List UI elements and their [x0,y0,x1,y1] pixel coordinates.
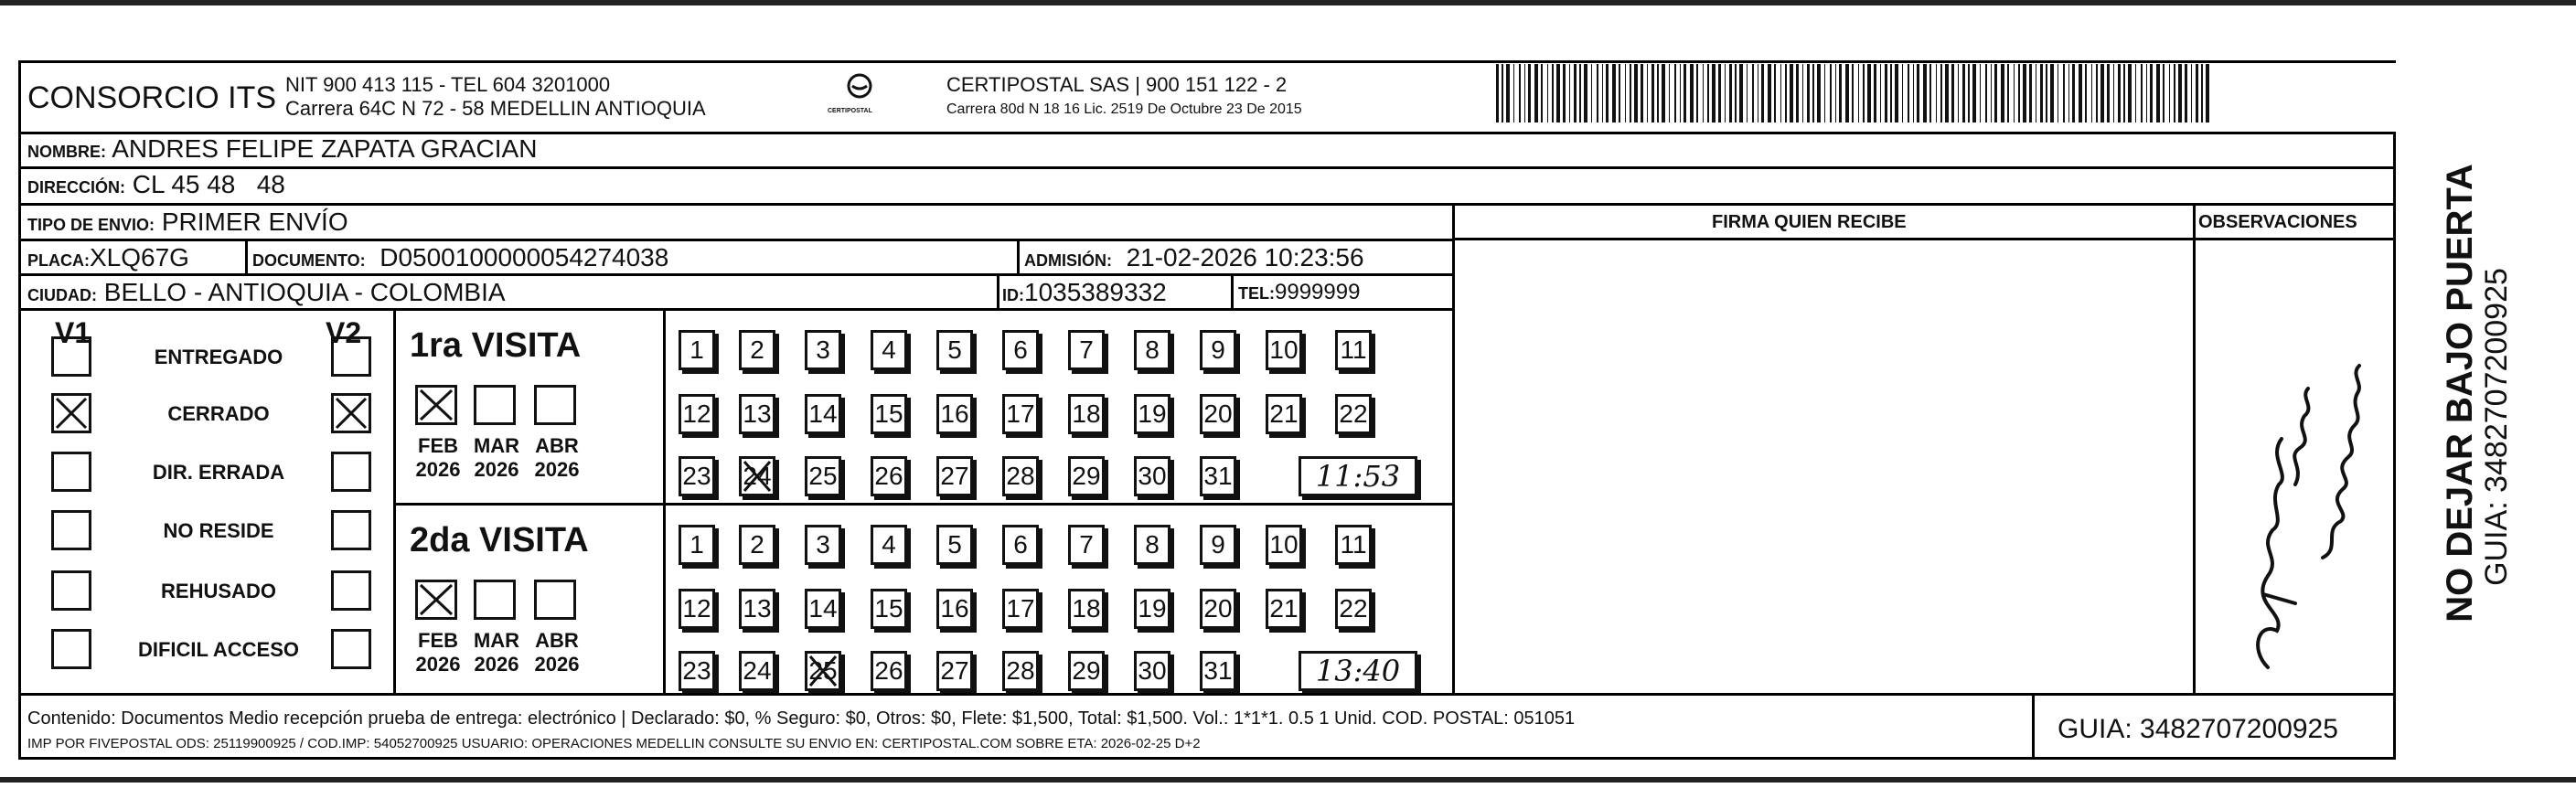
day-box[interactable]: 13 [739,394,775,434]
placa-value: XLQ67G [90,243,189,272]
visit-title: 1ra VISITA [410,326,582,365]
status-label: NO RESIDE [163,519,274,542]
day-box[interactable]: 19 [1134,589,1170,629]
month-checkbox[interactable] [534,580,576,620]
day-box[interactable]: 15 [871,394,907,434]
admision-value: 21-02-2026 10:23:56 [1126,243,1364,272]
month-label: ABR [535,629,579,652]
day-box[interactable]: 16 [936,394,973,434]
v1-checkbox[interactable] [51,393,91,433]
day-box[interactable]: 14 [805,394,841,434]
day-box[interactable]: 30 [1134,651,1170,691]
id-value: 1035389332 [1024,278,1167,306]
day-box[interactable]: 27 [936,456,973,496]
day-box[interactable]: 26 [871,456,907,496]
day-box[interactable]: 29 [1068,651,1105,691]
day-box[interactable]: 6 [1002,525,1039,565]
month-label: MAR [473,629,520,652]
day-box[interactable]: 25 [805,651,841,691]
day-box[interactable]: 10 [1266,330,1302,370]
day-box[interactable]: 29 [1068,456,1105,496]
status-label: DIFICIL ACCESO [137,638,299,661]
documento-row: DOCUMENTO: D0500100000054274038 [252,243,669,272]
day-box[interactable]: 20 [1200,394,1236,434]
day-box[interactable]: 15 [871,589,907,629]
v2-label: V2 [326,316,362,349]
day-box[interactable]: 4 [871,330,907,370]
day-box[interactable]: 3 [805,525,841,565]
tel-row: TEL:9999999 [1238,280,1361,304]
footer-guia: GUIA: 3482707200925 [2058,714,2338,744]
day-box[interactable]: 2 [739,525,775,565]
v2-checkbox[interactable] [331,393,371,433]
month-label: FEB [418,629,458,652]
tel-value: 9999999 [1275,280,1361,304]
visit-time[interactable]: 13:40 [1299,651,1417,691]
day-box[interactable]: 8 [1134,525,1170,565]
day-box[interactable]: 4 [871,525,907,565]
footer-imp: IMP POR FIVEPOSTAL ODS: 25119900925 / COD.IMP: 54052700925 USUARIO: OPERACIONES MEDELLIN CONSULTE SU ENVIO EN: CERTIPOSTAL.COM SOBRE ETA: 2026-02-25 D+2 [27,736,1201,751]
v1-checkbox[interactable] [51,452,91,492]
status-label: REHUSADO [161,580,276,602]
day-box[interactable]: 27 [936,651,973,691]
visit-title: 2da VISITA [410,521,589,559]
partner-address: Carrera 80d N 18 16 Lic. 2519 De Octubre 23 De 2015 [946,101,1302,117]
ciudad-value: BELLO - ANTIOQUIA - COLOMBIA [103,278,506,306]
day-box[interactable]: 31 [1200,456,1236,496]
status-label: CERRADO [167,402,270,425]
day-box[interactable]: 28 [1002,456,1039,496]
documento-value: D0500100000054274038 [379,243,669,272]
day-box[interactable]: 9 [1200,525,1236,565]
company-address: Carrera 64C N 72 - 58 MEDELLIN ANTIOQUIA [285,97,706,120]
month-checkbox[interactable] [474,580,516,620]
day-box[interactable]: 20 [1200,589,1236,629]
v2-checkbox[interactable] [331,570,371,611]
id-row: ID:1035389332 [1002,278,1167,306]
partner-name: CERTIPOSTAL SAS | 900 151 122 - 2 [946,73,1288,96]
day-box[interactable]: 9 [1200,330,1236,370]
side-guia: GUIA: 3482707200925 [2479,268,2514,586]
day-box[interactable]: 16 [936,589,973,629]
day-box[interactable]: 6 [1002,330,1039,370]
side-warning: NO DEJAR BAJO PUERTA [2440,164,2480,623]
month-checkbox[interactable] [415,385,457,425]
v1-checkbox[interactable] [51,336,91,377]
year-label: 2026 [415,458,461,481]
side-text-area [2405,164,2514,676]
day-box[interactable]: 7 [1068,330,1105,370]
status-label: DIR. ERRADA [152,461,285,484]
v2-checkbox[interactable] [331,336,371,377]
handwritten-signature [2213,302,2378,686]
day-box[interactable]: 23 [679,456,715,496]
day-box[interactable]: 21 [1266,394,1302,434]
day-box[interactable]: 23 [679,651,715,691]
bottom-edge [0,777,2576,783]
direccion-row: DIRECCIÓN: CL 45 48 48 [27,170,285,198]
admision-row: ADMISIÓN: 21-02-2026 10:23:56 [1024,243,1364,272]
firma-header: FIRMA QUIEN RECIBE [1712,212,1907,232]
tipo-row: TIPO DE ENVIO: PRIMER ENVÍO [27,208,348,236]
day-box[interactable]: 1 [679,330,715,370]
day-box[interactable]: 21 [1266,589,1302,629]
barcode [1496,64,2213,122]
month-checkbox[interactable] [415,580,457,620]
month-checkbox[interactable] [534,385,576,425]
day-box[interactable]: 11 [1335,330,1372,370]
day-box[interactable]: 24 [739,456,775,496]
day-box[interactable]: 14 [805,589,841,629]
day-box[interactable]: 30 [1134,456,1170,496]
month-label: FEB [418,434,458,457]
year-label: 2026 [474,653,519,676]
day-box[interactable]: 25 [805,456,841,496]
day-box[interactable]: 12 [679,394,715,434]
v1-checkbox[interactable] [51,570,91,611]
frame-top [18,60,2396,63]
day-box[interactable]: 5 [936,330,973,370]
ciudad-row: CIUDAD: BELLO - ANTIOQUIA - COLOMBIA [27,278,506,306]
day-box[interactable]: 26 [871,651,907,691]
certipostal-logo [839,71,880,112]
v1-label: V1 [55,316,91,349]
v1-checkbox[interactable] [51,629,91,669]
status-label: ENTREGADO [154,346,283,368]
day-box[interactable]: 1 [679,525,715,565]
certipostal-logo-text: CERTIPOSTAL [828,108,872,114]
day-box[interactable]: 8 [1134,330,1170,370]
year-label: 2026 [534,653,580,676]
day-box[interactable]: 3 [805,330,841,370]
footer-contenido: Contenido: Documentos Medio recepción prueba de entrega: electrónico | Declarado: $0, % Seguro: $0, Otros: $0, Flete: $1,500, Total: $1,500. Vol.: 1*1*1. 0.5 1 Unid. COD. POSTAL: 051051 [27,708,1576,729]
month-label: MAR [473,434,520,457]
v2-checkbox[interactable] [331,510,371,550]
day-box[interactable]: 13 [739,589,775,629]
v1-checkbox[interactable] [51,510,91,550]
day-box[interactable]: 12 [679,589,715,629]
placa-row: PLACA:XLQ67G [27,243,189,272]
day-box[interactable]: 18 [1068,394,1105,434]
day-box[interactable]: 31 [1200,651,1236,691]
day-box[interactable]: 19 [1134,394,1170,434]
day-box[interactable]: 28 [1002,651,1039,691]
day-box[interactable]: 5 [936,525,973,565]
day-box[interactable]: 22 [1335,589,1372,629]
nombre-value: ANDRES FELIPE ZAPATA GRACIAN [112,134,538,163]
month-label: ABR [535,434,579,457]
v2-checkbox[interactable] [331,452,371,492]
day-box[interactable]: 24 [739,651,775,691]
day-box[interactable]: 17 [1002,394,1039,434]
day-box[interactable]: 10 [1266,525,1302,565]
tipo-value: PRIMER ENVÍO [161,208,348,236]
day-box[interactable]: 2 [739,330,775,370]
month-checkbox[interactable] [474,385,516,425]
year-label: 2026 [415,653,461,676]
day-box[interactable]: 18 [1068,589,1105,629]
day-box[interactable]: 22 [1335,394,1372,434]
company-name: CONSORCIO ITS [27,80,277,115]
direccion-value: CL 45 48 48 [132,170,285,198]
frame-left [18,60,21,759]
nombre-row: NOMBRE: ANDRES FELIPE ZAPATA GRACIAN [27,134,538,163]
day-box[interactable]: 17 [1002,589,1039,629]
year-label: 2026 [534,458,580,481]
observaciones-header: OBSERVACIONES [2198,212,2357,232]
day-box[interactable]: 7 [1068,525,1105,565]
year-label: 2026 [474,458,519,481]
company-nit: NIT 900 413 115 - TEL 604 3201000 [285,73,611,96]
day-box[interactable]: 11 [1335,525,1372,565]
v2-checkbox[interactable] [331,629,371,669]
visit-time[interactable]: 11:53 [1299,456,1417,496]
top-edge [0,0,2576,5]
